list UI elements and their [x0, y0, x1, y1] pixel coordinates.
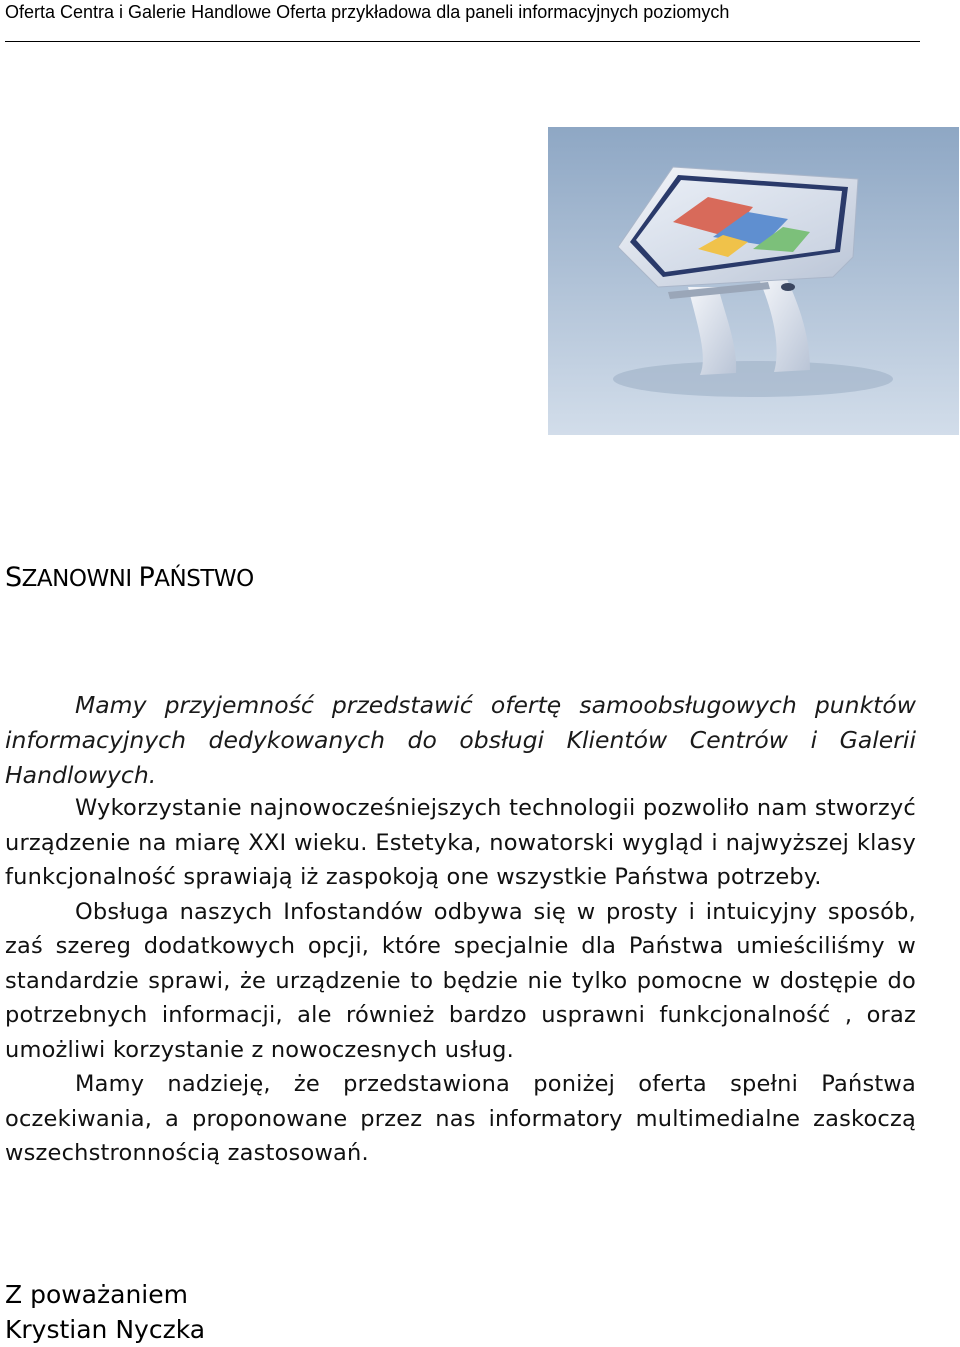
signature-block	[5, 1277, 205, 1347]
salutation-cap: P	[138, 562, 155, 593]
body-text	[5, 791, 916, 1171]
intro-sentence: Mamy przyjemność przedstawić ofertę samoobsługowych punktów informacyjnych dedykowanych do obsługi Klientów Centrów i Galerii Handlowych.	[5, 691, 916, 789]
salutation-cap: S	[5, 562, 22, 593]
floor-shadow	[613, 361, 893, 397]
kiosk-trackball	[781, 283, 795, 291]
salutation-rest: ZANOWNI	[21, 566, 139, 592]
body-paragraph: Wykorzystanie najnowocześniejszych technologii pozwoliło nam stworzyć urządzenie na miarę XXI wieku. Estetyka, nowatorski wygląd i najwyższej klasy funkcjonalność sprawiają iż zaspokoją one wszystkie Państwa potrzeby.	[5, 795, 916, 890]
kiosk-image	[548, 127, 959, 435]
page-header	[5, 0, 920, 42]
closing-line: Z poważaniem	[5, 1280, 188, 1309]
intro-italic-paragraph	[5, 688, 916, 793]
running-title: Oferta Centra i Galerie Handlowe Oferta przykładowa dla paneli informacyjnych poziomych	[5, 2, 730, 22]
salutation-heading	[5, 562, 254, 593]
signatory-name: Krystian Nyczka	[5, 1315, 206, 1344]
body-paragraph: Mamy nadzieję, że przedstawiona poniżej oferta spełni Państwa oczekiwania, a proponowane przez nas informatory multimedialne zaskoczą wszechstronnością zastosowań.	[5, 1071, 916, 1166]
salutation-rest: AŃSTWO	[154, 566, 254, 592]
body-paragraph: Obsługa naszych Infostandów odbywa się w prosty i intuicyjny sposób, zaś szereg dodatkowych opcji, które specjalnie dla Państwa umieściliśmy w standardzie sprawi, że urządzenie to będzie nie tylko pomocne w dostępie do potrzebnych informacji, ale również bardzo usprawni funkcjonalność , oraz umożliwi korzystanie z nowoczesnych usług.	[5, 898, 916, 1063]
